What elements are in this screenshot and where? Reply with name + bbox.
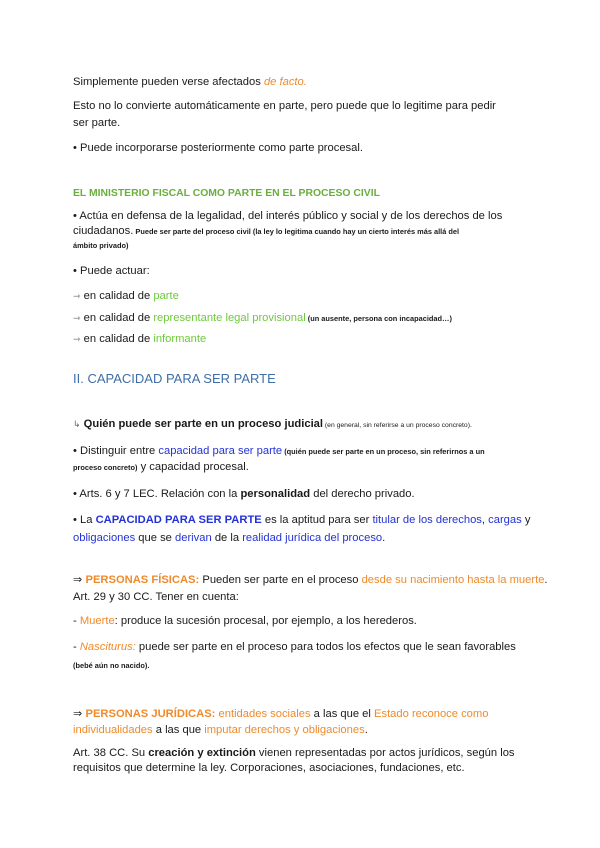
list-item xyxy=(73,640,533,654)
bullet-item xyxy=(73,513,533,527)
text: , xyxy=(481,514,489,526)
text-line xyxy=(73,658,533,673)
text: Muerte xyxy=(79,615,115,627)
text-line xyxy=(73,723,533,737)
text: - xyxy=(73,641,80,653)
text: que se xyxy=(135,532,176,544)
bullet-item xyxy=(73,264,533,278)
text: en calidad de xyxy=(80,290,154,302)
text: puede ser parte en el proceso para todos los efectos que le sean favorables xyxy=(135,641,516,653)
note: (en general, sin referirse a un proceso concreto). xyxy=(323,422,472,429)
text: representante legal provisional xyxy=(153,312,306,324)
text-line xyxy=(73,99,533,113)
text: de facto. xyxy=(263,76,307,88)
text-line xyxy=(73,746,533,760)
list-item xyxy=(73,614,533,628)
text: titular de los derechos xyxy=(372,514,482,526)
text: capacidad para ser parte xyxy=(158,445,283,457)
text: creación y extinción xyxy=(148,747,256,759)
text: Art. 29 y 30 CC. Tener en cuenta: xyxy=(73,591,239,603)
text: parte xyxy=(153,290,179,302)
text-line xyxy=(73,224,533,239)
section-heading xyxy=(73,372,533,387)
text-line xyxy=(73,116,533,130)
text: • Arts. 6 y 7 LEC. Relación con la xyxy=(73,488,241,500)
note: proceso concreto) xyxy=(73,463,138,472)
note: ámbito privado) xyxy=(73,241,129,250)
heading: EL MINISTERIO FISCAL COMO PARTE EN EL PROCESO CIVIL xyxy=(73,188,380,199)
text: cargas xyxy=(488,514,522,526)
arrow-icon: ⇒ xyxy=(73,574,86,586)
list-item xyxy=(73,332,533,346)
arrow-icon: ⇾ xyxy=(73,291,81,301)
text: obligaciones xyxy=(73,532,136,544)
text: del derecho privado. xyxy=(310,488,415,500)
text: personalidad xyxy=(240,488,311,500)
text: Simplemente pueden verse afectados xyxy=(73,76,264,88)
text: vienen representadas por actos jurídicos, según los xyxy=(255,747,515,759)
text: Estado reconoce como xyxy=(374,708,489,720)
arrow-icon: ⇾ xyxy=(73,334,81,344)
text: PERSONAS FÍSICAS: xyxy=(85,574,200,586)
text: en calidad de xyxy=(80,333,154,345)
text: requisitos que determine la ley. Corporaciones, asociaciones, fundaciones, etc. xyxy=(73,762,465,774)
heading: II. CAPACIDAD PARA SER PARTE xyxy=(73,371,276,386)
text: y xyxy=(521,514,531,526)
text: • La xyxy=(73,514,96,526)
arrow-icon: ↳ xyxy=(73,419,81,429)
text-line xyxy=(73,707,533,721)
text: realidad jurídica del proceso xyxy=(242,532,383,544)
text: . xyxy=(364,724,368,736)
text: en calidad de xyxy=(80,312,154,324)
text: Esto no lo convierte automáticamente en parte, pero puede que lo legitime para pedir xyxy=(73,100,496,112)
text-line xyxy=(73,573,548,587)
section-heading xyxy=(73,186,533,201)
text: derivan xyxy=(175,532,212,544)
arrow-icon: ⇾ xyxy=(73,313,81,323)
text: • Distinguir entre xyxy=(73,445,159,457)
text: Quién puede ser parte en un proceso judicial xyxy=(80,418,324,430)
text-line xyxy=(73,460,533,475)
note: (quién puede ser parte en un proceso, sin referirnos a un xyxy=(282,447,485,456)
text: entidades sociales xyxy=(218,708,311,720)
text: desde su nacimiento hasta la muerte xyxy=(361,574,545,586)
list-item xyxy=(73,311,533,326)
text: • Actúa en defensa de la legalidad, del interés público y social y de los derechos de los xyxy=(73,210,503,222)
text: : produce la sucesión procesal, por ejemplo, a los herederos. xyxy=(114,615,417,627)
text: ser parte. xyxy=(73,117,121,129)
bullet-item xyxy=(73,487,533,501)
note: (bebé aún no nacido). xyxy=(73,661,150,670)
text: a las que el xyxy=(310,708,375,720)
text: imputar derechos y obligaciones xyxy=(204,724,365,736)
text: • Puede actuar: xyxy=(73,265,150,277)
text: y capacidad procesal. xyxy=(137,461,249,473)
text: de la xyxy=(211,532,243,544)
text: ciudadanos. xyxy=(73,225,134,237)
text: • Puede incorporarse posteriormente como parte procesal. xyxy=(73,142,363,154)
text-line xyxy=(73,75,533,89)
text-line xyxy=(73,761,533,775)
list-item xyxy=(73,289,533,303)
text: informante xyxy=(153,333,207,345)
text: es la aptitud para ser xyxy=(261,514,373,526)
text-line xyxy=(73,238,533,253)
arrow-icon: ⇒ xyxy=(73,708,86,720)
text: . xyxy=(382,532,386,544)
text: CAPACIDAD PARA SER PARTE xyxy=(95,514,262,526)
text: PERSONAS JURÍDICAS: xyxy=(85,708,216,720)
bullet-item xyxy=(73,209,533,223)
text: a las que xyxy=(152,724,205,736)
text: - xyxy=(73,615,80,627)
text: individualidades xyxy=(73,724,153,736)
text: Nasciturus: xyxy=(79,641,136,653)
bullet-item xyxy=(73,444,533,459)
text-line xyxy=(73,417,533,433)
text: . xyxy=(544,574,548,586)
note: Puede ser parte del proceso civil (la ley lo legitima cuando hay un cierto interés más allá del xyxy=(133,227,460,236)
text: Pueden ser parte en el proceso xyxy=(199,574,362,586)
note: (un ausente, persona con incapacidad…) xyxy=(305,314,452,323)
bullet-item xyxy=(73,141,533,155)
text-line xyxy=(73,590,533,604)
text-line xyxy=(73,531,533,545)
text: Art. 38 CC. Su xyxy=(73,747,149,759)
